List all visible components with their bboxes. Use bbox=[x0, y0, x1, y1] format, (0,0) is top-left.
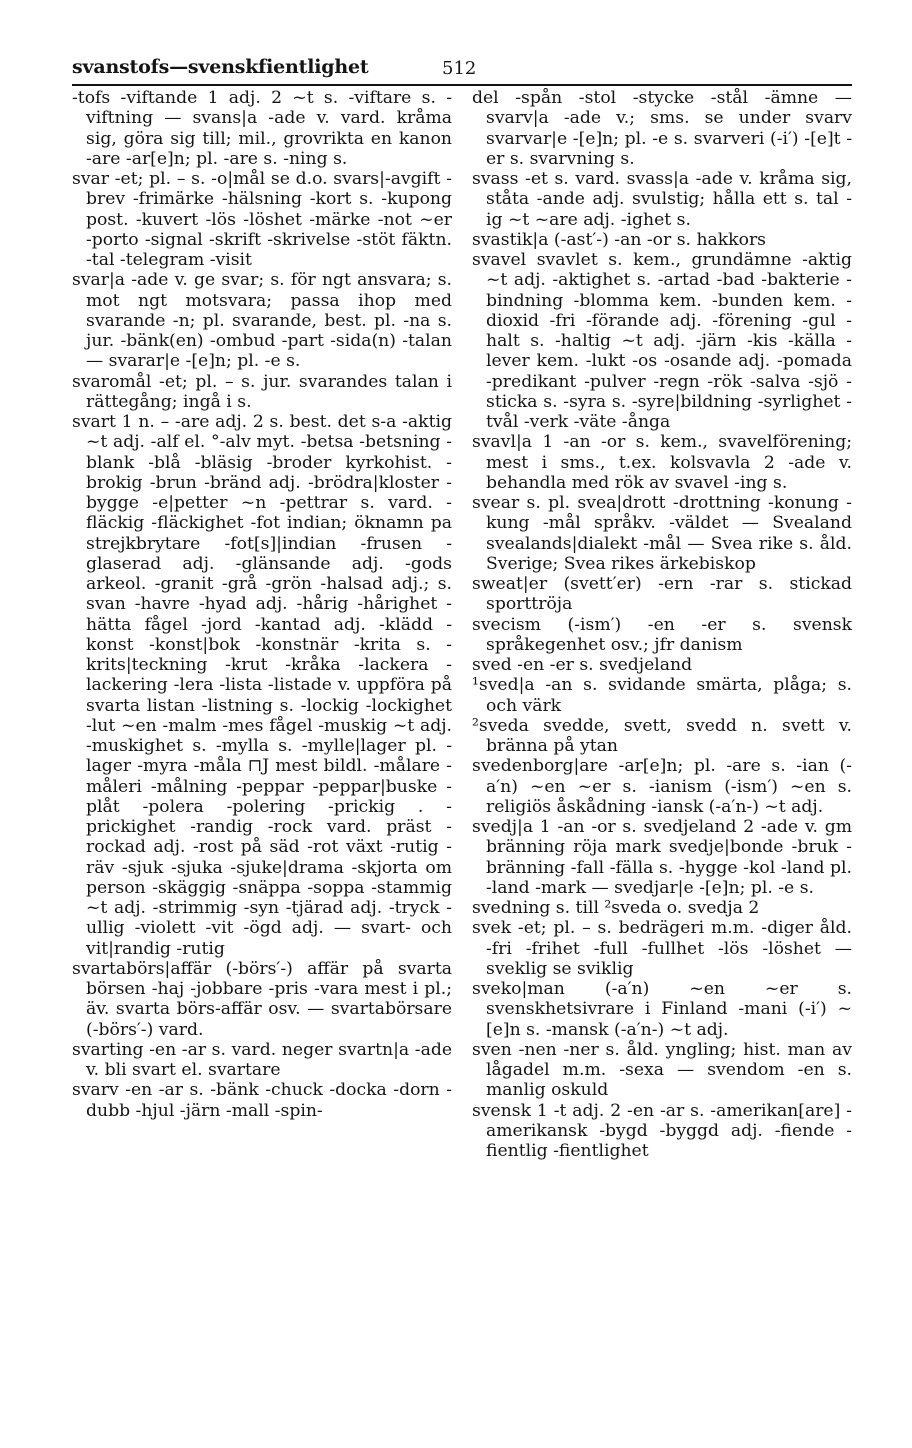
dictionary-entry: svarv -en -ar s. -bänk -chuck -docka -dorn -dubb -hjul -järn -mall -spin- bbox=[72, 1080, 452, 1121]
dictionary-entry: sven -nen -ner s. åld. yngling; hist. man av lågadel m.m. -sexa — svendom -en s. manlig oskuld bbox=[472, 1039, 852, 1101]
page-header bbox=[72, 52, 842, 86]
dictionary-entry: -tofs -viftande 1 adj. 2 ~t s. -viftare s. -viftning — svans|a -ade v. vard. kråma sig, göra sig till; mil., grovrikta en kanon -are -ar[e]n; pl. -are s. -ning s. bbox=[72, 88, 452, 169]
dictionary-entry: svarting -en -ar s. vard. neger svartn|a -ade v. bli svart el. svartare bbox=[72, 1039, 452, 1080]
dictionary-entry: ²sveda svedde, svett, svedd n. svett v. bränna på ytan bbox=[472, 715, 852, 756]
dictionary-entry: svedning s. till ²sveda o. svedja 2 bbox=[472, 898, 760, 918]
page-number: 512 bbox=[442, 58, 477, 79]
dictionary-entry: ¹sved|a -an s. svidande smärta, plåga; s. och värk bbox=[472, 675, 852, 716]
dictionary-entry: svartabörs|affär (-börs′-) affär på svarta börsen -haj -jobbare -pris -vara mest i pl.; äv. svarta börs-affär osv. — svartabörsare (-börs′-) vard. bbox=[72, 958, 452, 1040]
dictionary-entry: svear s. pl. svea|drott -drottning -konung -kung -mål språkv. -väldet — Svealand svealands|dialekt -mål — Svea rike s. åld. Sverige; Svea rikes ärkebiskop bbox=[472, 493, 852, 574]
dictionary-entry: svedj|a 1 -an -or s. svedjeland 2 -ade v. gm bränning röja mark svedje|bonde -bruk -bränning -fall -fälla s. -hygge -kol -land pl. -land -mark — svedjar|e -[e]n; pl. -e s. bbox=[472, 817, 852, 898]
dictionary-entry: svass -et s. vard. svass|a -ade v. kråma sig, ståta -ande adj. svulstig; hålla ett s. tal -ig ~t ~are adj. -ighet s. bbox=[472, 169, 852, 230]
dictionary-entry: sveko|man (-a′n) ~en ~er s. svenskhetsivrare i Finland -mani (-i′) ~[e]n s. -mansk (-a′n-) ~t adj. bbox=[472, 979, 852, 1040]
dictionary-entry: svastik|a (-ast′-) -an -or s. hakkors bbox=[472, 229, 766, 250]
dictionary-entry: svart 1 n. – -are adj. 2 s. best. det s-a -aktig ~t adj. -alf el. °-alv myt. -betsa -betsning -blank -blå -bläsig -broder kyrkohist. -brokig -brun -bränd adj. -brödra|kloster -bygge -e|petter ~n -pettrar s. vard. -fläckig -fläckighet -fot indian; öknamn pa strejkbrytare -fot[s]|indian -frusen -glaserad adj. -glänsande adj. -gods arkeol. -granit -grå -grön -halsad adj.; s. svan -havre -hyad adj. -hårig -hårighet -hätta fågel -jord -kantad adj. -klädd -konst -konst|bok -konstnär -krita s. -krits|teckning -krut -kråka -lackera -lackering -lera -lista -listade v. uppföra på svarta listan -listning s. -lockig -lockighet -lut ~en -malm -mes fågel -muskig ~t adj. -muskighet s. -mylla s. -mylle|lager pl. -lager -myra -måla ⊓J mest bildl. -målare -måleri -målning -peppar -peppar|buske -plåt -polera -polering -prickig . -prickighet -randig -rock vard. präst -rockad adj. -rost på säd -rot växt -rutig -räv -sjuk -sjuka -sjuke|drama -skjorta om person -skäggig -snäppa -soppa -stammig ~t adj. -strimmig -syn -tjärad adj. -tryck -ullig -violett -vit -ögd adj. — svart- och vit|randig -rutig bbox=[72, 412, 452, 959]
dictionary-entry: svek -et; pl. – s. bedrägeri m.m. -diger åld. -fri -frihet -full -fullhet -lös -löshet — sveklig se sviklig bbox=[472, 918, 852, 979]
header-rule bbox=[72, 84, 852, 86]
dictionary-entry: svar|a -ade v. ge svar; s. för ngt ansvara; s. mot ngt motsvara; passa ihop med svarande -n; pl. svarande, best. pl. -na s. jur. -bänk(en) -ombud -part -sida(n) -talan — svarar|e -[e]n; pl. -e s. bbox=[72, 270, 452, 372]
dictionary-entry: svecism (-ism′) -en -er s. svensk språkegenhet osv.; jfr danism bbox=[472, 614, 852, 655]
dictionary-entry: del -spån -stol -stycke -stål -ämne — svarv|a -ade v.; sms. se under svarv svarvar|e -[e]n; pl. -e s. svarveri (-i′) -[e]t -er s. svarvning s. bbox=[472, 88, 852, 169]
left-column bbox=[72, 88, 452, 1121]
running-head: svanstofs—svenskfientlighet bbox=[72, 56, 369, 78]
dictionary-entry: svensk 1 -t adj. 2 -en -ar s. -amerikan[are] -amerikansk -bygd -byggd adj. -fiende -fientlig -fientlighet bbox=[472, 1100, 852, 1161]
dictionary-entry: sved -en -er s. svedjeland bbox=[472, 655, 693, 675]
dictionary-entry: svaromål -et; pl. – s. jur. svarandes talan i rättegång; ingå i s. bbox=[72, 371, 452, 412]
dictionary-entry: svavel svavlet s. kem., grundämne -aktig ~t adj. -aktighet s. -artad -bad -bakterie -bindning -blomma kem. -bunden kem. -dioxid -fri -förande adj. -förening -gul -halt s. -haltig ~t adj. -järn -kis -källa -lever kem. -lukt -os -osande adj. -pomada -predikant -pulver -regn -rök -salva -sjö -sticka s. -syra s. -syre|bildning -syrlighet -tvål -verk -väte -ånga bbox=[472, 250, 852, 432]
dictionary-entry: svedenborg|are -ar[e]n; pl. -are s. -ian (-a′n) ~en ~er s. -ianism (-ism′) ~en s. religiös åskådning -iansk (-a′n-) ~t adj. bbox=[472, 756, 852, 817]
dictionary-entry: svar -et; pl. – s. -o|mål se d.o. svars|-avgift -brev -frimärke -hälsning -kort s. -kupong post. -kuvert -lös -löshet -märke -not ~er -porto -signal -skrift -skrivelse -stöt fäktn. -tal -telegram -visit bbox=[72, 169, 452, 270]
right-column bbox=[472, 88, 852, 1161]
dictionary-entry: svavl|a 1 -an -or s. kem., svavelförening; mest i sms., t.ex. kolsvavla 2 -ade v. behandla med rök av svavel -ing s. bbox=[472, 432, 852, 493]
dictionary-entry: sweat|er (svett′er) -ern -rar s. stickad sporttröja bbox=[472, 574, 852, 615]
